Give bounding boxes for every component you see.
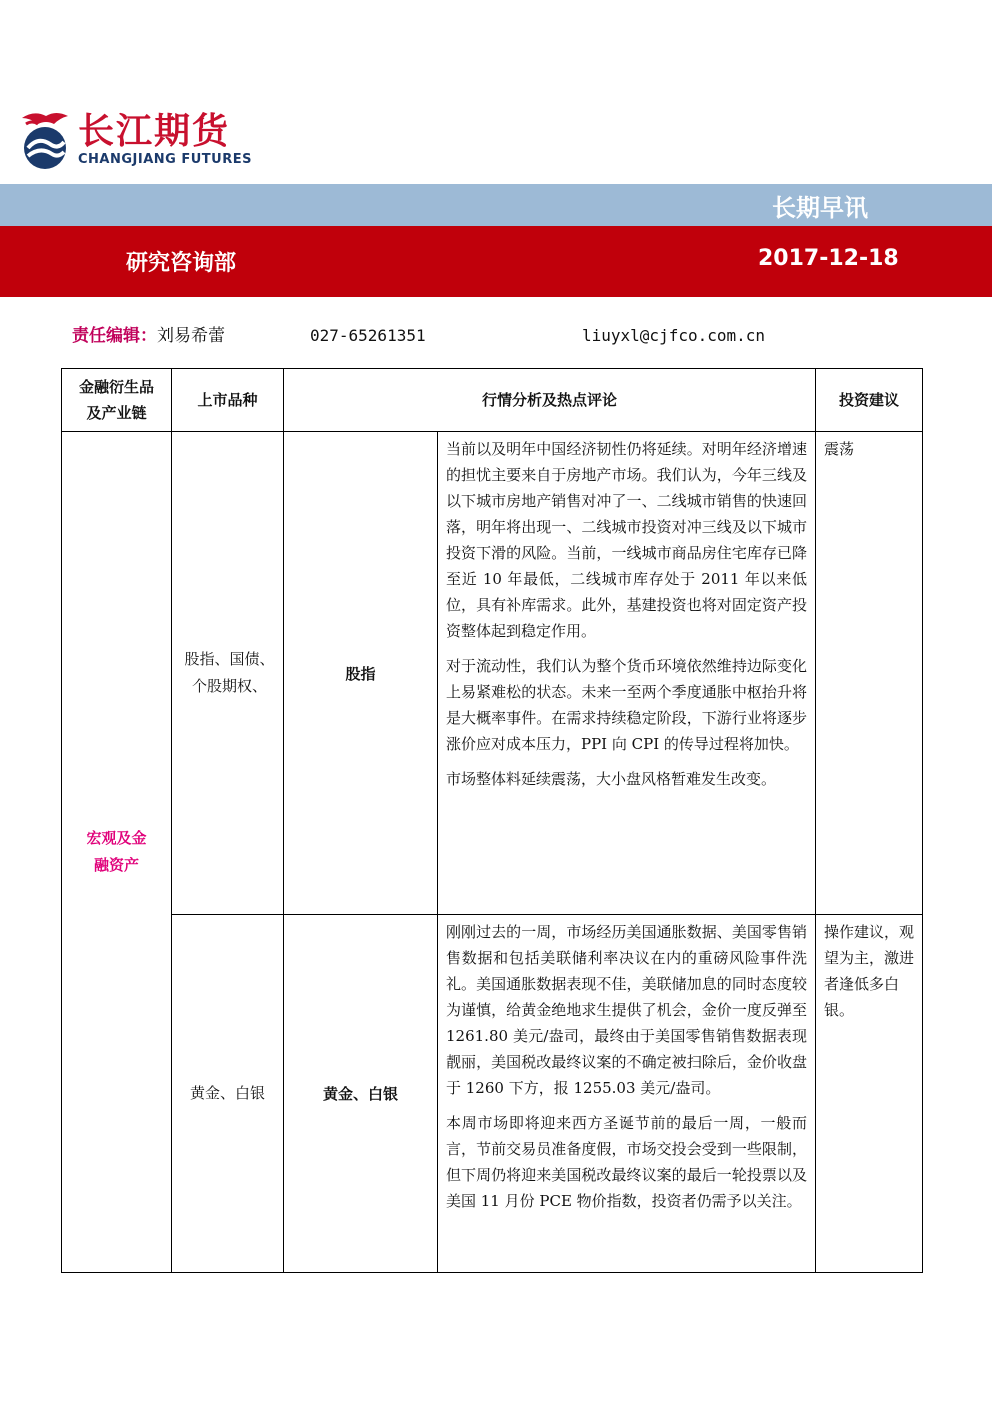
product-cell: 黄金、白银 [284,915,438,1273]
company-logo [16,108,256,172]
header-analysis: 行情分析及热点评论 [284,369,816,432]
varieties-cell: 股指、国债、个股期权、 [172,432,284,915]
editor-phone: 027-65261351 [310,326,426,345]
logo-english-name: CHANGJIANG FUTURES [78,152,252,167]
analysis-cell [438,915,816,1273]
analysis-cell [438,432,816,915]
table-row [62,432,923,915]
analysis-paragraph: 当前以及明年中国经济韧性仍将延续。对明年经济增速的担忧主要来自于房地产市场。我们认为，今年三线及以下城市房地产销售对冲了一、二线城市销售的快速回落，明年将出现一、二线城市投资对冲三线及以下城市投资下滑的风险。当前，一线城市商品房住宅库存已降至近 10 年最低，二线城市库存处于 2011 年以来低位，具有补库需求。此外，基建投资也将对固定资产投资整体起到稳定作用。 [446,440,808,640]
title-band [0,184,992,226]
logo-chinese-name: 长江期货 [78,111,231,152]
analysis-paragraph: 本周市场即将迎来西方圣诞节前的最后一周，一般而言，节前交易员准备度假，市场交投会受到一些限制，但下周仍将迎来美国税改最终议案的最后一轮投票以及美国 11 月份 PCE 物价指数，投资者仍需予以关注。 [446,1114,808,1210]
editor-email[interactable]: liuyxl@cjfco.com.cn [582,326,766,345]
category-cell: 宏观及金融资产 [62,432,172,1273]
header-listed: 上市品种 [172,369,284,432]
analysis-paragraph: 市场整体料延续震荡，大小盘风格暂难发生改变。 [446,770,777,788]
editor-name: 刘易希蕾 [157,326,225,346]
suggestion-cell: 震荡 [816,432,923,915]
table-header-row [62,369,923,432]
dragon-emblem-icon [16,108,74,172]
editor-label: 责任编辑： [72,326,157,346]
table-row [62,915,923,1273]
analysis-paragraph: 对于流动性，我们认为整个货币环境依然维持边际变化上易紧难松的状态。未来一至两个季度通胀中枢抬升将是大概率事件。在需求持续稳定阶段，下游行业将逐步涨价应对成本压力，PPI 向 CPI 的传导过程将加快。 [446,657,808,753]
report-title: 长期早讯 [772,194,868,222]
department-name: 研究咨询部 [126,251,237,276]
suggestion-cell: 操作建议，观望为主，激进者逢低多白银。 [816,915,923,1273]
analysis-table [61,368,923,1273]
header-category: 金融衍生品及产业链 [62,369,172,432]
report-date: 2017-12-18 [758,246,899,271]
editor-line [72,325,766,347]
analysis-paragraph: 刚刚过去的一周，市场经历美国通胀数据、美国零售销售数据和包括美联储利率决议在内的重磅风险事件洗礼。美国通胀数据表现不佳，美联储加息的同时态度较为谨慎，给黄金绝地求生提供了机会，金价一度反弹至 1261.80 美元/盎司，最终由于美国零售销售数据表现靓丽，美国税改最终议案的不确定被扫除后，金价收盘于 1260 下方，报 1255.03 美元/盎司。 [446,923,808,1097]
header-suggestion: 投资建议 [816,369,923,432]
varieties-cell: 黄金、白银 [172,915,284,1273]
department-band [0,226,992,297]
product-cell: 股指 [284,432,438,915]
